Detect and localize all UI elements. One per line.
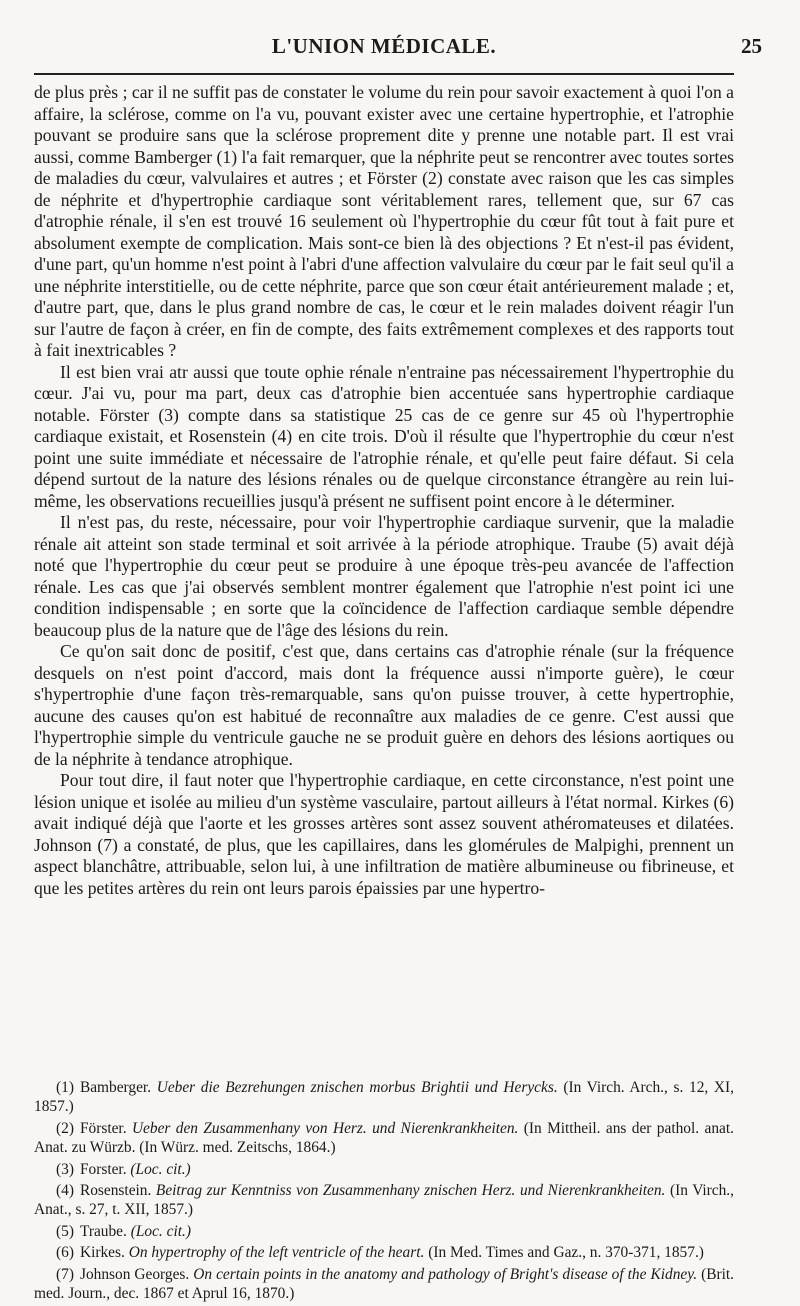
footnote-author: Kirkes. <box>79 1244 125 1262</box>
paragraph: de plus près ; car il ne suffit pas de constater le volume du rein pour savoir exactement à quoi l'on a affaire, la sclérose, comme on l'a vu, pouvant exister avec une certaine hypertrophie, et l'atrophie pouvant se produire sans que la sclérose proprement dite y prenne une notable part. Il est vrai aussi, comme Bamberger (1) l'a fait remarquer, que la néphrite peut se rencontrer avec toutes sortes de maladies du cœur, valvulaires et autres ; et Förster (2) constate avec raison que les cas simples de néphrite et d'hypertrophie cardiaque sont véritablement rares, tellement que, sur 67 cas d'atrophie rénale, il s'en est trouvé 16 seulement où l'hypertrophie du cœur fût tout à fait pure et absolument exempte de complication. Mais sont-ce bien là des objections ? Et n'est-il pas évident, d'une part, qu'un homme n'est point à l'abri d'une affection valvulaire du cœur par le fait seul qu'il a une néphrite interstitielle, ou de cette néphrite, parce que son cœur était antérieurement malade ; et, d'autre part, que, dans le plus grand nombre de cas, le cœur et le rein malades doivent réagir l'un sur l'autre de façon à créer, en fin de compte, des faits extrêmement complexes et des rapports tout à fait inextricables ? <box>34 82 734 360</box>
footnote-author: Rosenstein. <box>79 1182 152 1200</box>
footnote-title: Ueber die Bezrehungen znischen morbus Brightii und Herycks. <box>156 1079 558 1096</box>
footnote-author: Forster. <box>79 1160 127 1178</box>
main-text <box>34 82 734 899</box>
paragraph: Pour tout dire, il faut noter que l'hypertrophie cardiaque, en cette circonstance, n'est point une lésion unique et isolée au milieu d'un système vasculaire, partout ailleurs à l'état normal. Kirkes (6) avait indiqué déjà que l'aorte et les grosses artères sont assez souvent athéromateuses et dilatées. Johnson (7) a constaté, de plus, que les capillaires, dans les glomérules de Malpighi, prennent un aspect blanchâtre, attribuable, selon lui, à une infiltration de matière albumineuse ou fibrineuse, et que les petites artères du rein ont leurs parois épaissies par une hypertro- <box>34 770 734 898</box>
footnote-marker: (3) <box>56 1160 74 1178</box>
footnote-ref: (In Med. Times and Gaz., n. 370-371, 1857.) <box>428 1244 704 1262</box>
footnote <box>34 1078 734 1117</box>
footnotes <box>34 1078 734 1305</box>
running-title: L'UNION MÉDICALE. <box>271 34 497 58</box>
footnote-author: Förster. <box>79 1119 127 1137</box>
footnote <box>34 1160 734 1179</box>
footnote-marker: (2) <box>56 1119 74 1137</box>
page-number: 25 <box>741 34 762 58</box>
footnote-title: Beitrag zur Kenntniss von Zusammenhany znischen Herz. und Nierenkrankheiten. <box>155 1182 666 1200</box>
paragraph: Il est bien vrai atr aussi que toute ophie rénale n'entraine pas nécessairement l'hypertrophie du cœur. J'ai vu, pour ma part, deux cas d'atrophie bien accentuée sans hypertrophie cardiaque notable. Förster (3) compte dans sa statistique 25 cas de ce genre sur 45 où l'hypertrophie cardiaque existait, et Rosenstein (4) en cite trois. D'où il résulte que l'hypertrophie du cœur n'est point une suite immédiate et nécessaire de l'atrophie rénale, et qu'elle peut faire défaut. Si cela dépend surtout de la nature des lésions rénales ou de quelque circonstance étrangère au rein lui-même, les observations recueillies jusqu'à présent ne suffisent point encore à le déterminer. <box>34 361 734 511</box>
footnote-marker: (6) <box>56 1244 74 1262</box>
footnote-author: Johnson Georges. <box>79 1265 190 1283</box>
paragraph: Il n'est pas, du reste, nécessaire, pour voir l'hypertrophie cardiaque survenir, que la maladie rénale ait atteint son stade terminal et soit arrivée à la période atrophique. Traube (5) avait déjà noté que l'hypertrophie du cœur peut se produire à une époque très-peu avancée de l'affection rénale. Les cas que j'ai observés semblent montrer également que l'atrophie n'est point ici une condition indispensable ; en sorte que la coïncidence de l'affection cardiaque semble dépendre beaucoup plus de la nature que de l'âge des lésions du rein. <box>34 512 734 640</box>
footnote-title: On hypertrophy of the left ventricle of the heart. <box>128 1244 425 1262</box>
footnote-title: (Loc. cit.) <box>130 1160 191 1178</box>
header-rule <box>34 73 734 75</box>
footnote-title: (Loc. cit.) <box>130 1222 191 1240</box>
footnote-marker: (4) <box>56 1182 74 1200</box>
footnote-marker: (1) <box>56 1079 74 1096</box>
footnote-marker: (5) <box>56 1222 74 1240</box>
footnote <box>34 1265 734 1304</box>
footnote <box>34 1243 734 1262</box>
footnote-author: Bamberger. <box>79 1079 152 1096</box>
footnote-title: Ueber den Zusammenhany von Herz. und Nierenkrankheiten. <box>131 1119 519 1137</box>
footnote-title: On certain points in the anatomy and pathology of Bright's disease of the Kidney. <box>193 1265 698 1283</box>
footnote-ref: (Brit. med. Journ., dec. 1867 et Aprul 16, 1870.) <box>34 1265 734 1303</box>
footnote-author: Traube. <box>79 1222 127 1240</box>
footnote <box>34 1119 734 1158</box>
footnote-ref: (In Mittheil. ans der pathol. anat. Anat. zu Würzb. (In Würz. med. Zeitschs, 1864.) <box>34 1119 734 1157</box>
footnote <box>34 1222 734 1241</box>
paragraph: Ce qu'on sait donc de positif, c'est que, dans certains cas d'atrophie rénale (sur la fréquence desquels on n'est point d'accord, mais dont la fréquence aussi n'importe guère), le cœur s'hypertrophie d'une façon très-remarquable, sans qu'on puisse trouver, à cette hypertrophie, aucune des causes qu'on est habitué de reconnaître aux maladies de ce genre. C'est aussi que l'hypertrophie simple du ventricule gauche ne se produit guère en dehors des lésions aortiques ou de la néphrite à tendance atrophique. <box>34 641 734 769</box>
footnote-ref: (In Virch., Anat., s. 27, t. XII, 1857.) <box>34 1182 735 1219</box>
footnote-marker: (7) <box>56 1265 74 1283</box>
footnote <box>34 1181 734 1220</box>
page-header <box>34 32 762 66</box>
footnote-ref: (In Virch. Arch., s. 12, XI, 1857.) <box>34 1079 734 1116</box>
